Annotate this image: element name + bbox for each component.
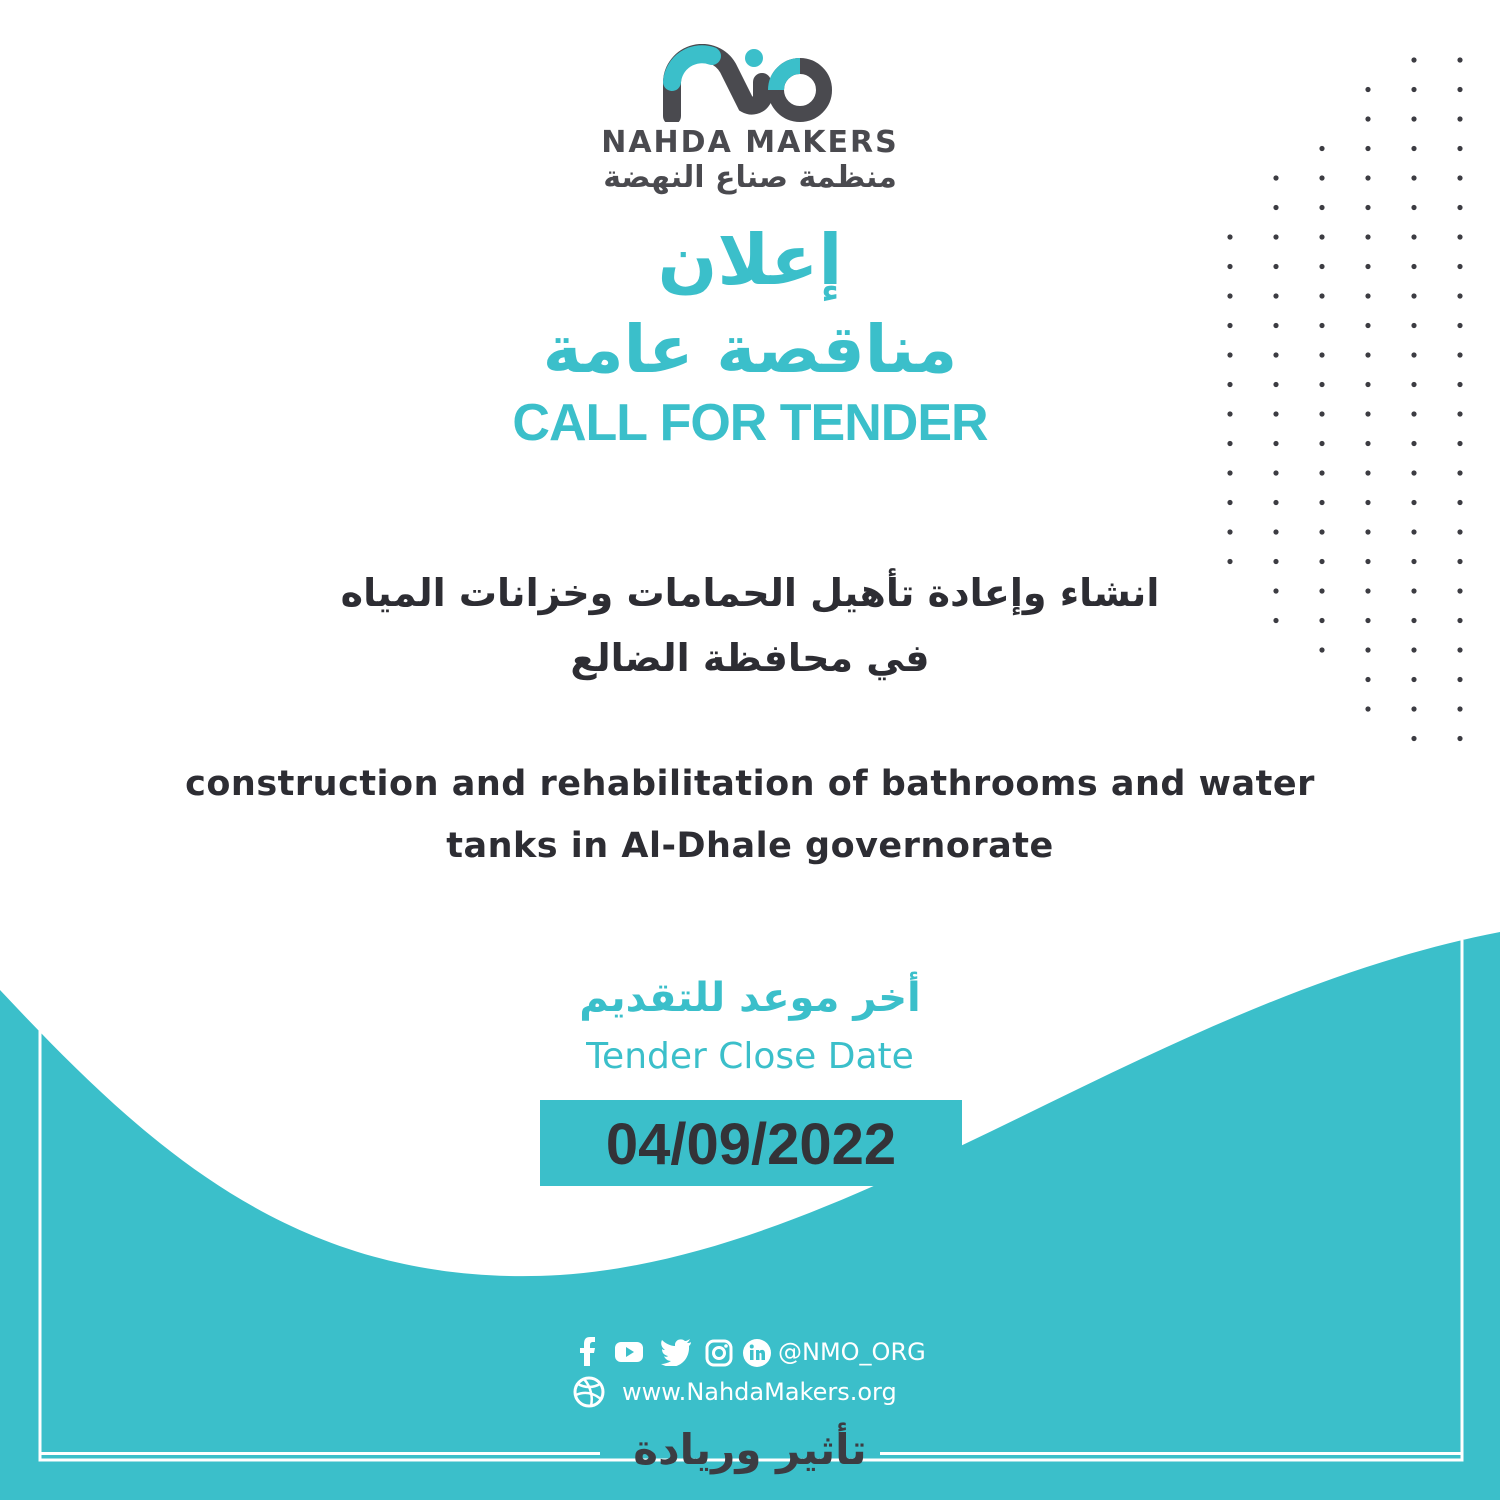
decorative-dot	[1273, 500, 1278, 505]
decorative-dot	[1273, 205, 1278, 210]
decorative-dot	[1411, 323, 1416, 328]
decorative-dot	[1457, 559, 1462, 564]
globe-icon	[572, 1375, 606, 1409]
decorative-dot	[1365, 352, 1370, 357]
decorative-dot	[1273, 618, 1278, 623]
decorative-dot	[1319, 588, 1324, 593]
decorative-dot	[1273, 352, 1278, 357]
call-for-tender-heading: CALL FOR TENDER	[512, 394, 988, 452]
decorative-dot	[1365, 323, 1370, 328]
decorative-dot	[1227, 559, 1232, 564]
decorative-dot	[1273, 470, 1278, 475]
decorative-dot	[1365, 87, 1370, 92]
decorative-dot	[1457, 470, 1462, 475]
youtube-icon[interactable]	[614, 1340, 644, 1364]
decorative-dot	[1273, 234, 1278, 239]
decorative-dot	[1411, 57, 1416, 62]
decorative-dot	[1365, 146, 1370, 151]
decorative-dot	[1411, 116, 1416, 121]
decorative-dot	[1227, 264, 1232, 269]
decorative-dot	[1365, 706, 1370, 711]
decorative-dot	[1227, 500, 1232, 505]
decorative-dot	[1319, 175, 1324, 180]
decorative-dot	[1457, 293, 1462, 298]
decorative-dot	[1365, 559, 1370, 564]
website-link[interactable]: www.NahdaMakers.org	[622, 1378, 897, 1406]
decorative-dot	[1227, 441, 1232, 446]
decorative-dot	[1273, 411, 1278, 416]
decorative-dot	[1227, 529, 1232, 534]
decorative-dot	[1457, 146, 1462, 151]
decorative-dot	[1457, 529, 1462, 534]
decorative-dot	[1319, 618, 1324, 623]
decorative-dot	[1457, 647, 1462, 652]
decorative-dot	[1319, 146, 1324, 151]
decorative-dot	[1365, 264, 1370, 269]
decorative-dot	[1365, 529, 1370, 534]
decorative-dot	[1457, 57, 1462, 62]
decorative-dot	[1457, 264, 1462, 269]
decorative-dot	[1319, 352, 1324, 357]
decorative-dot	[1273, 293, 1278, 298]
decorative-dot	[1273, 441, 1278, 446]
twitter-icon[interactable]	[660, 1338, 692, 1366]
decorative-dot	[1411, 470, 1416, 475]
decorative-dot	[1319, 205, 1324, 210]
decorative-dot	[1273, 175, 1278, 180]
decorative-dot	[1411, 293, 1416, 298]
decorative-dot	[1365, 647, 1370, 652]
decorative-dot	[1411, 175, 1416, 180]
decorative-dot	[1227, 470, 1232, 475]
decorative-dot	[1319, 647, 1324, 652]
public-tender-heading-ar: مناقصة عامة	[542, 311, 958, 388]
decorative-dot	[1319, 529, 1324, 534]
decorative-dot	[1319, 293, 1324, 298]
logo-english-name: NAHDA MAKERS	[601, 125, 899, 160]
facebook-icon[interactable]	[574, 1336, 602, 1366]
decorative-dot	[1319, 500, 1324, 505]
decorative-dot	[1365, 588, 1370, 593]
decorative-dot	[1319, 264, 1324, 269]
decorative-dot	[1365, 677, 1370, 682]
decorative-dot	[1457, 441, 1462, 446]
decorative-dot	[1365, 618, 1370, 623]
decorative-dot	[1411, 588, 1416, 593]
decorative-dot	[1457, 175, 1462, 180]
decorative-dot	[1411, 146, 1416, 151]
decorative-dot	[1411, 352, 1416, 357]
decorative-dot	[1273, 323, 1278, 328]
decorative-dot	[1319, 470, 1324, 475]
decorative-dot	[1411, 529, 1416, 534]
subject-ar-line-1: انشاء وإعادة تأهيل الحمامات وخزانات المياه	[340, 571, 1160, 615]
decorative-dot	[1457, 116, 1462, 121]
decorative-dot	[1457, 323, 1462, 328]
decorative-dot	[1365, 411, 1370, 416]
decorative-dot	[1411, 441, 1416, 446]
slogan-divider-right	[880, 1452, 1462, 1455]
close-date-value: 04/09/2022	[605, 1112, 897, 1177]
decorative-dot	[1411, 500, 1416, 505]
decorative-dot	[1411, 382, 1416, 387]
slogan-text: تأثير وريادة	[633, 1425, 867, 1474]
deadline-label-en: Tender Close Date	[586, 1036, 914, 1077]
decorative-dot	[1319, 382, 1324, 387]
decorative-dot	[1273, 264, 1278, 269]
decorative-dot	[1411, 677, 1416, 682]
decorative-dot	[1365, 175, 1370, 180]
decorative-dot	[1411, 618, 1416, 623]
decorative-dot	[1457, 411, 1462, 416]
logo-arabic-name: منظمة صناع النهضة	[603, 160, 897, 195]
decorative-dot	[1411, 205, 1416, 210]
decorative-dot	[1365, 234, 1370, 239]
subject-en-line-2: tanks in Al-Dhale governorate	[446, 826, 1054, 866]
decorative-dot	[1365, 116, 1370, 121]
decorative-dot	[1273, 529, 1278, 534]
nahda-makers-logo-icon	[662, 44, 838, 122]
linkedin-icon[interactable]	[742, 1338, 772, 1368]
decorative-dot	[1273, 559, 1278, 564]
decorative-dot	[1319, 559, 1324, 564]
decorative-dot	[1273, 588, 1278, 593]
decorative-dot	[1411, 559, 1416, 564]
decorative-dot	[1319, 234, 1324, 239]
decorative-dot	[1365, 441, 1370, 446]
decorative-dot	[1365, 293, 1370, 298]
decorative-dot	[1457, 87, 1462, 92]
decorative-dot	[1457, 352, 1462, 357]
decorative-dot	[1319, 411, 1324, 416]
deadline-label-ar: أخر موعد للتقديم	[579, 975, 921, 1021]
decorative-dot	[1411, 264, 1416, 269]
decorative-dot	[1457, 205, 1462, 210]
decorative-dot	[1457, 588, 1462, 593]
decorative-dot	[1411, 706, 1416, 711]
subject-en-line-1: construction and rehabilitation of bathrooms and water	[185, 764, 1315, 804]
social-handle[interactable]: @NMO_ORG	[778, 1338, 926, 1366]
decorative-dot	[1227, 382, 1232, 387]
decorative-dot	[1457, 382, 1462, 387]
decorative-dot	[1411, 736, 1416, 741]
decorative-dot	[1227, 323, 1232, 328]
decorative-dot	[1457, 736, 1462, 741]
slogan-divider-left	[40, 1452, 600, 1455]
decorative-dot	[1227, 234, 1232, 239]
decorative-dot	[1411, 87, 1416, 92]
decorative-dot	[1227, 352, 1232, 357]
decorative-dot	[1411, 647, 1416, 652]
decorative-dot	[1411, 411, 1416, 416]
decorative-dot	[1365, 470, 1370, 475]
decorative-dot	[1227, 293, 1232, 298]
decorative-dot	[1273, 382, 1278, 387]
decorative-dot	[1457, 618, 1462, 623]
decorative-dot	[1365, 382, 1370, 387]
decorative-dot	[1457, 234, 1462, 239]
close-date-box	[540, 1100, 962, 1186]
decorative-dot	[1411, 234, 1416, 239]
decorative-dot	[1319, 323, 1324, 328]
decorative-dot	[1457, 677, 1462, 682]
decorative-dot	[1457, 706, 1462, 711]
decorative-dot	[1365, 205, 1370, 210]
decorative-dot	[1319, 441, 1324, 446]
decorative-dot	[1365, 500, 1370, 505]
subject-ar-line-2: في محافظة الضالع	[570, 636, 930, 680]
decorative-dot	[1457, 500, 1462, 505]
instagram-icon[interactable]	[704, 1338, 734, 1368]
announcement-heading-ar: إعلان	[657, 219, 843, 301]
decorative-dot	[1227, 411, 1232, 416]
